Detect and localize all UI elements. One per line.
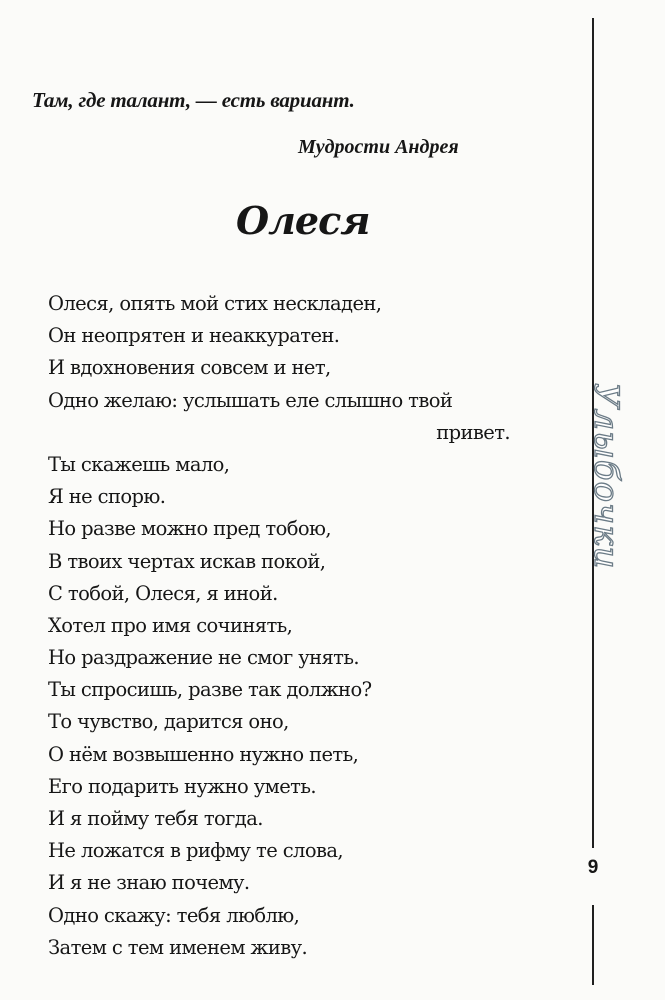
poem-title: Олеся (236, 198, 370, 243)
poem-line: Хотел про имя сочинять, (48, 613, 293, 637)
poem-line: Затем с тем именем живу. (48, 935, 308, 959)
poem-line: Одно желаю: услышать еле слышно твой (48, 388, 453, 412)
poem-line: И я пойму тебя тогда. (48, 807, 263, 830)
poem-line: О нём возвышенно нужно петь, (48, 742, 359, 766)
poem-line: В твоих чертах искав покой, (48, 549, 326, 573)
poem-line: Одно скажу: тебя люблю, (48, 903, 300, 927)
poem-line: Я не спорю. (48, 485, 166, 509)
poem-line: Он неопрятен и неаккуратен. (48, 324, 340, 348)
epigraph-text: Там, где талант, — есть вариант. (32, 88, 355, 112)
margin-rule-bottom (592, 905, 594, 985)
poem-line: С тобой, Олеся, я иной. (48, 581, 278, 605)
poem-line: И вдохновения совсем и нет, (48, 356, 331, 380)
running-title: Улыбочки (586, 383, 626, 570)
poem-line: Не ложатся в рифму те слова, (48, 839, 343, 863)
poem-line: И я не знаю почему. (48, 871, 250, 895)
poem-line: Его подарить нужно уметь. (48, 774, 316, 798)
poem-line: Ты скажешь мало, (48, 452, 230, 476)
page-number: 9 (576, 857, 610, 879)
poem-line: Олеся, опять мой стих нескладен, (48, 292, 382, 315)
poem-line: То чувство, дарится оно, (48, 710, 289, 734)
poem-body (48, 288, 518, 964)
poem-line: Но раздражение не смог унять. (48, 646, 359, 670)
poem-line: Но разве можно пред тобою, (48, 517, 331, 541)
poem-line-continuation: привет. (436, 420, 510, 444)
epigraph-author: Мудрости Андрея (298, 136, 459, 158)
poem-line: Ты спросишь, разве так должно? (48, 678, 372, 702)
